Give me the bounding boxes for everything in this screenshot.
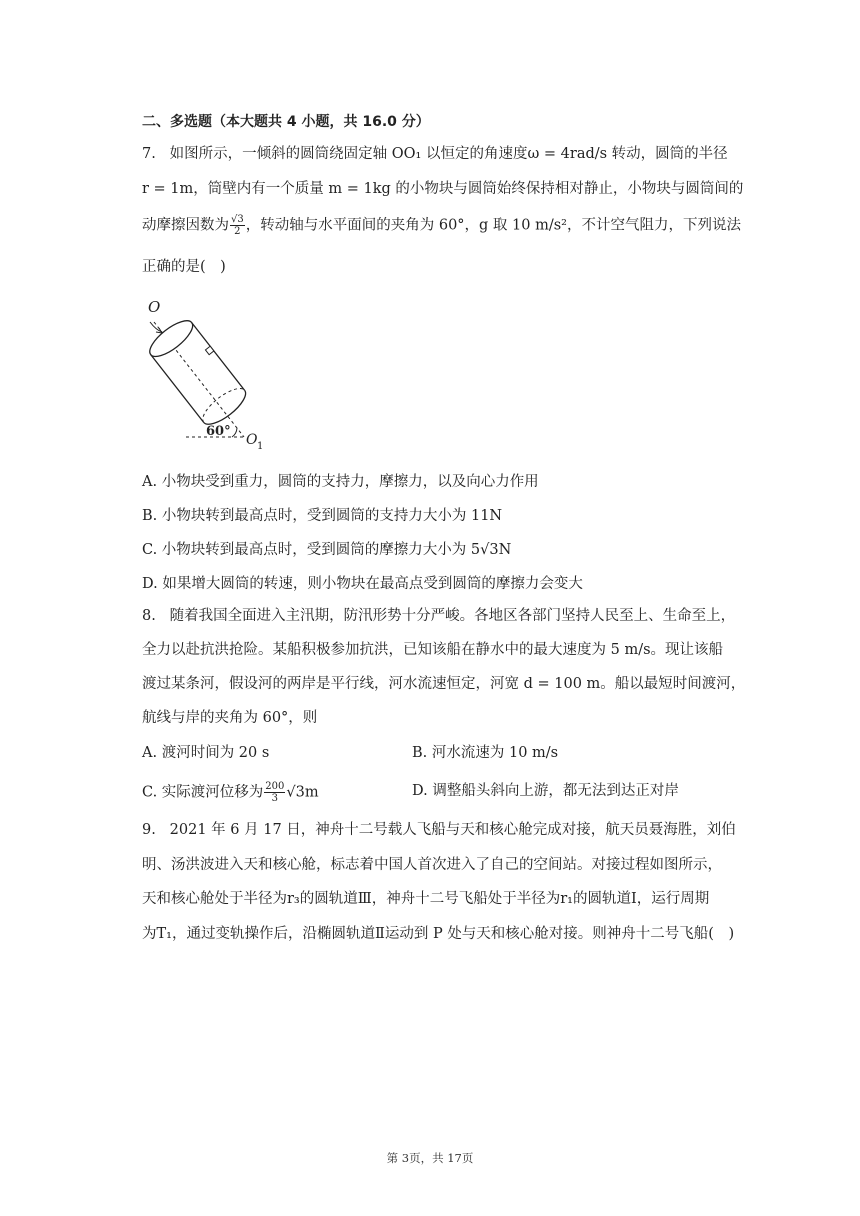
q7-cylinder-figure [140, 292, 270, 454]
q8-option-c-frac-num: 200 [265, 781, 285, 792]
q8-line-4: 航线与岸的夹角为 60°，则 [142, 710, 318, 726]
q9-text-1: 2021 年 6 月 17 日，神舟十二号载人飞船与天和核心舱完成对接，航天员聂海胜，刘伯 [169, 822, 736, 838]
q7-line-3 [142, 214, 741, 237]
cylinder-left-edge [151, 355, 204, 423]
q8-text-1: 随着我国全面进入主汛期，防汛形势十分严峻。各地区各部门坚持人民至上、生命至上， [169, 608, 736, 624]
q7-text-3a: 动摩擦因数为 [142, 217, 229, 234]
q8-option-c-frac-den: 3 [271, 793, 279, 804]
section-title: 二、多选题（本大题共 4 小题，共 16.0 分） [142, 114, 430, 130]
q8-line-1 [142, 606, 735, 626]
figure-label-o: O [148, 298, 161, 316]
q7-option-c: C. 小物块转到最高点时，受到圆筒的摩擦力大小为 5√3N [142, 542, 512, 558]
q7-frac-num: √3 [231, 214, 244, 225]
q9-line-4: 为T₁，通过变轨操作后，沿椭圆轨道Ⅱ运动到 P 处与天和核心舱对接。则神舟十二号飞船( ) [142, 926, 735, 942]
q8-line-3: 渡过某条河，假设河的两岸是平行线，河水流速恒定，河宽 d = 100 m。船以最短时间渡河， [142, 676, 746, 692]
q7-fraction [230, 214, 245, 237]
q7-line-4: 正确的是( ) [142, 259, 226, 275]
cylinder-top-ellipse [145, 315, 198, 363]
q7-option-b: B. 小物块转到最高点时，受到圆筒的支持力大小为 11N [142, 508, 503, 524]
q7-frac-den: 2 [234, 226, 241, 237]
q7-text-3b: ，转动轴与水平面间的夹角为 60°，g 取 10 m/s²，不计空气阻力，下列说法 [245, 217, 741, 234]
q8-option-c-sqrt: √3m [286, 784, 319, 801]
q9-line-1 [142, 820, 736, 840]
q7-option-a: A. 小物块受到重力，圆筒的支持力，摩擦力，以及向心力作用 [142, 474, 539, 490]
q8-option-d: D. 调整船头斜向上游，都无法到达正对岸 [412, 783, 679, 799]
q8-number: 8. [142, 608, 156, 624]
small-block [205, 346, 213, 354]
q7-number: 7. [142, 146, 156, 162]
q9-line-2: 明、汤洪波进入天和核心舱，标志着中国人首次进入了自己的空间站。对接过程如图所示， [142, 857, 722, 873]
cylinder [145, 315, 251, 431]
q7-text-1: 如图所示，一倾斜的圆筒绕固定轴 OO₁ 以恒定的角速度ω = 4rad/s 转动，圆筒的半径 [169, 146, 728, 162]
figure-label-o1: O [246, 432, 258, 448]
q8-option-c [142, 781, 319, 804]
q7-line-2: r = 1m，筒壁内有一个质量 m = 1kg 的小物块与圆筒始终保持相对静止，小物块与圆筒间的 [142, 181, 744, 197]
q7-option-d: D. 如果增大圆筒的转速，则小物块在最高点受到圆筒的摩擦力会变大 [142, 576, 583, 592]
q9-number: 9. [142, 822, 156, 838]
page-footer: 第 3页，共 17页 [386, 1151, 474, 1165]
figure-label-o1-sub: 1 [257, 441, 264, 452]
q8-line-2: 全力以赴抗洪抢险。某船积极参加抗洪，已知该船在静水中的最大速度为 5 m/s。现让该船 [142, 642, 724, 658]
q7-line-1 [142, 144, 728, 164]
q8-option-a: A. 渡河时间为 20 s [142, 745, 270, 761]
q8-option-c-text: C. 实际渡河位移为 [142, 784, 264, 801]
angle-arc [232, 428, 237, 437]
q8-option-b: B. 河水流速为 10 m/s [412, 745, 559, 761]
cylinder-bottom-back [198, 382, 245, 422]
figure-angle-label: 60° [206, 424, 231, 439]
q9-line-3: 天和核心舱处于半径为r₃的圆轨道Ⅲ，神舟十二号飞船处于半径为r₁的圆轨道Ⅰ，运行周期 [142, 891, 710, 907]
q8-option-c-fraction [264, 781, 285, 804]
